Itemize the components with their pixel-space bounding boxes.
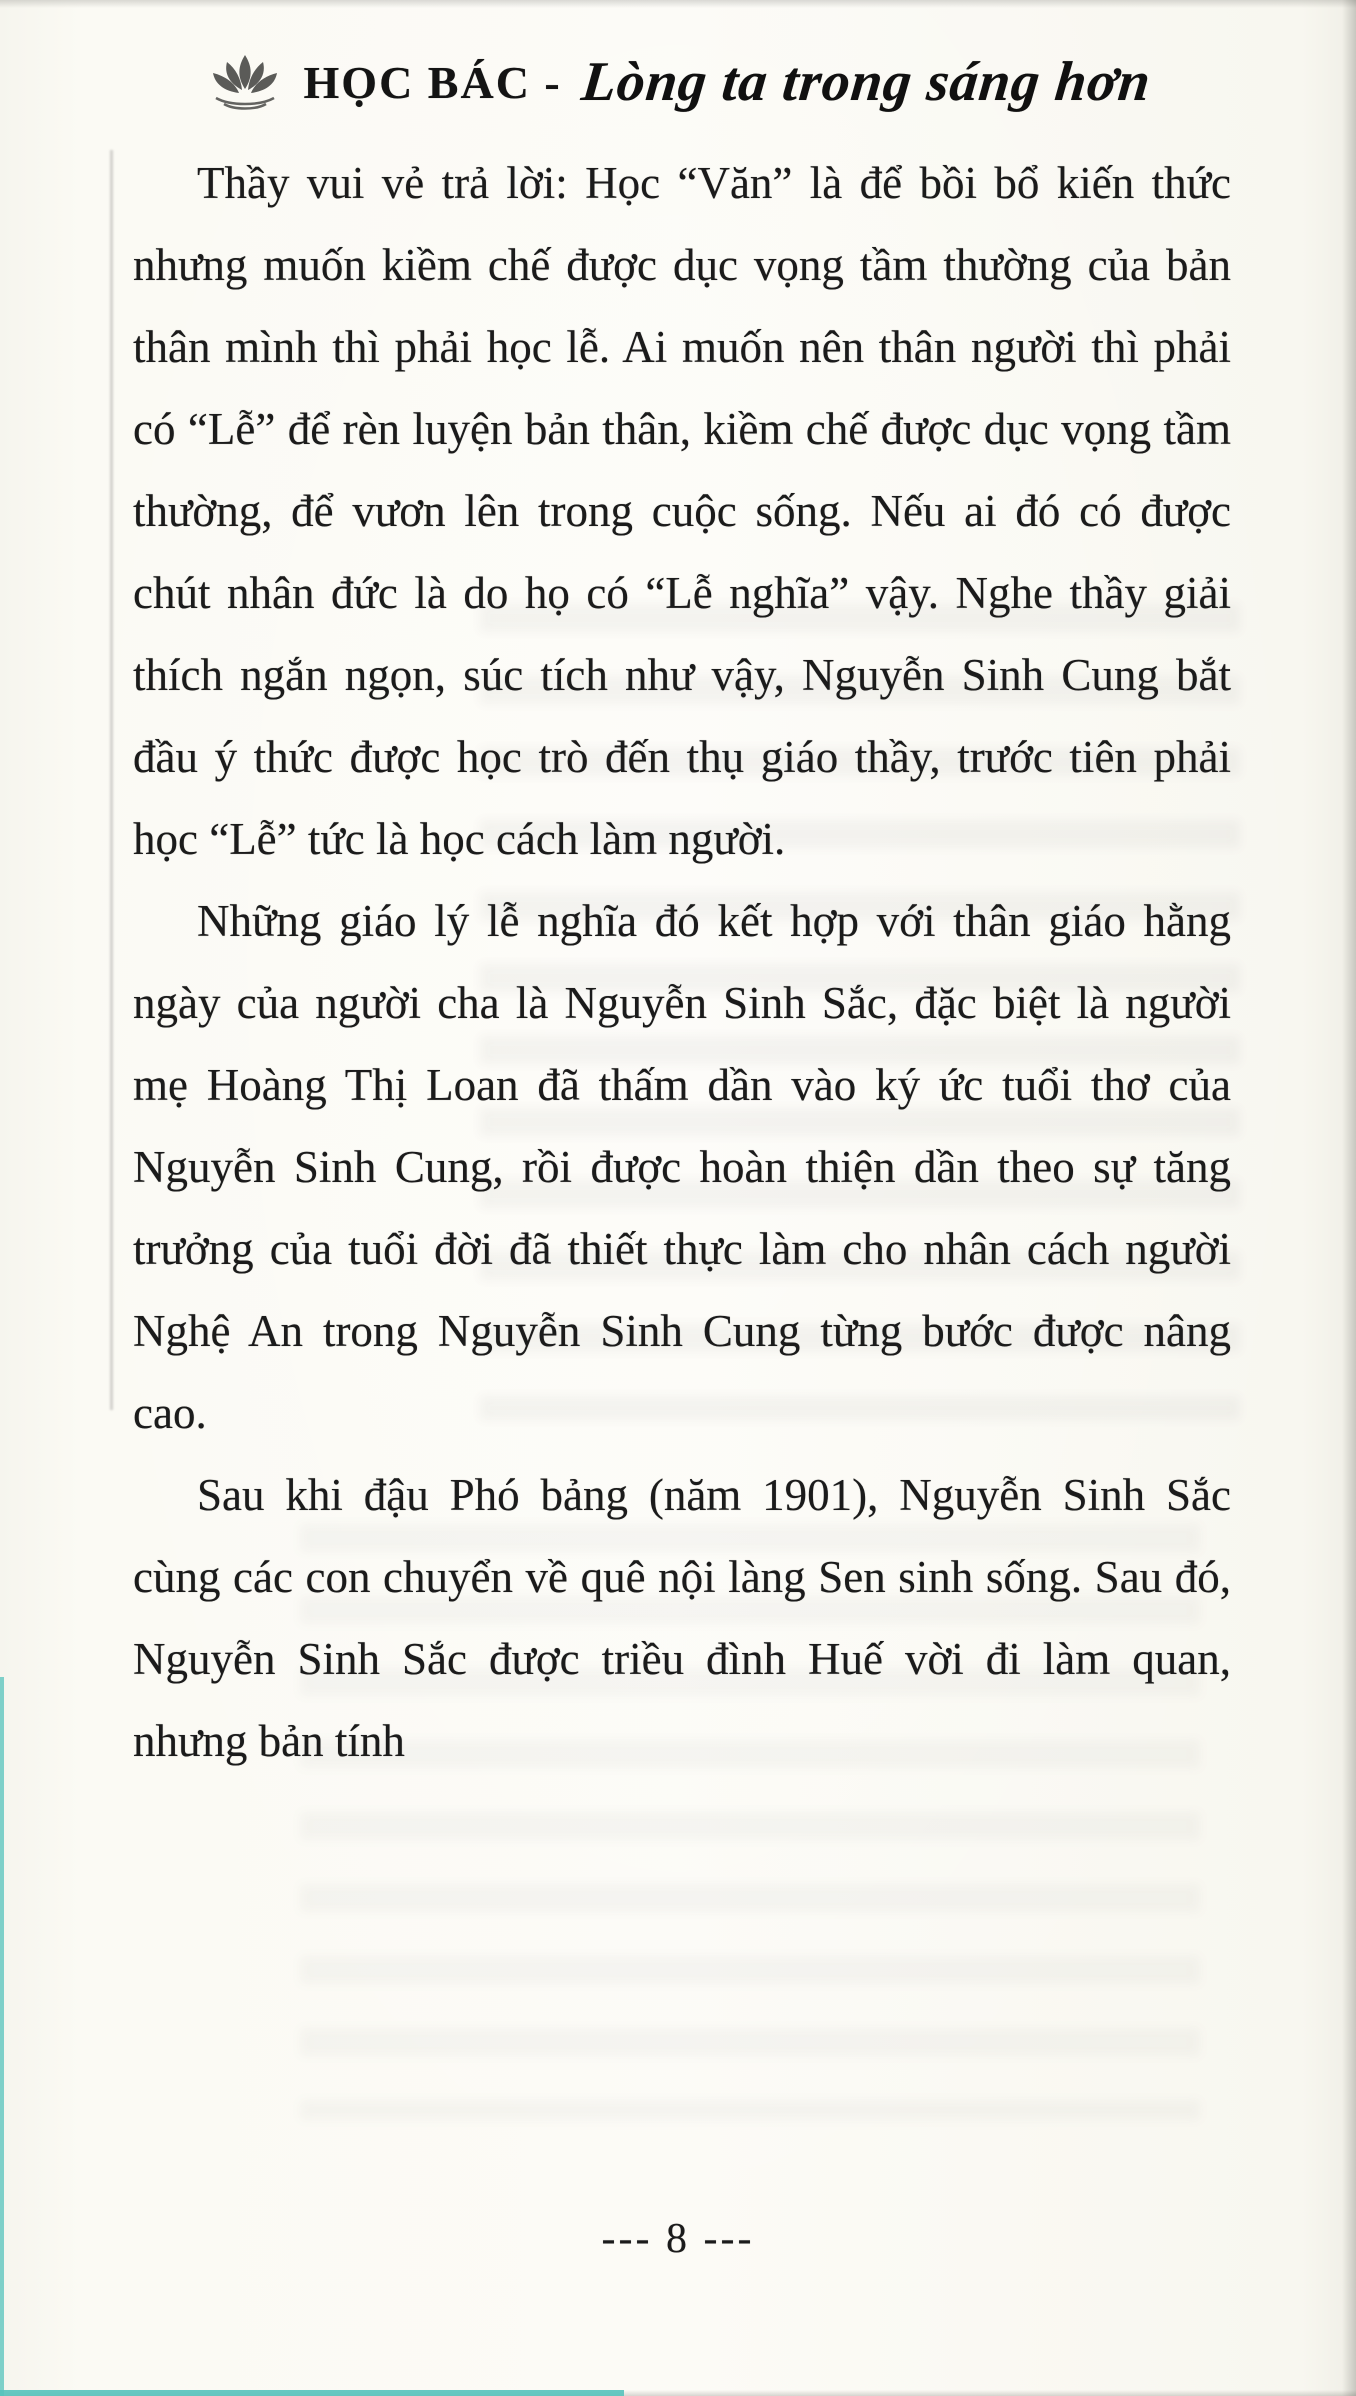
page-edge-shadow [0, 0, 1356, 8]
scan-edge-artifact [0, 2390, 624, 2396]
page-edge-shadow [1342, 0, 1356, 2396]
page-footer [0, 2215, 1356, 2263]
gutter-shadow [110, 150, 113, 1410]
page-body [133, 142, 1231, 1782]
lotus-icon [206, 52, 284, 112]
page-header [0, 50, 1356, 114]
paragraph-3: Sau khi đậu Phó bảng (năm 1901), Nguyễn Sinh Sắc cùng các con chuyển về quê nội làng Sen sinh sống. Sau đó, Nguyễn Sinh Sắc được triều đình Huế vời đi làm quan, nhưng bản tính [133, 1470, 1231, 1766]
scan-edge-artifact [0, 1677, 4, 2396]
page-edge-shadow [0, 2390, 1356, 2396]
header-title-script: Lòng ta trong sáng hơn [578, 51, 1154, 113]
paragraph-2: Những giáo lý lễ nghĩa đó kết hợp với thân giáo hằng ngày của người cha là Nguyễn Sinh Sắc, đặc biệt là người mẹ Hoàng Thị Loan đã thấm dần vào ký ức tuổi thơ của Nguyễn Sinh Cung, rồi được hoàn thiện dần theo sự tăng trưởng của tuổi đời đã thiết thực làm cho nhân cách người Nghệ An trong Nguyễn Sinh Cung từng bước được nâng cao. [133, 896, 1231, 1438]
page-number: --- 8 --- [601, 2216, 755, 2262]
header-title-bold: HỌC BÁC - [303, 56, 562, 108]
paragraph-1: Thầy vui vẻ trả lời: Học “Văn” là để bồi bổ kiến thức nhưng muốn kiềm chế được dục vọng tầm thường của bản thân mình thì phải học lễ. Ai muốn nên thân người thì phải có “Lễ” để rèn luyện bản thân, kiềm chế được dục vọng tầm thường, để vươn lên trong cuộc sống. Nếu ai đó có được chút nhân đức là do họ có “Lễ nghĩa” vậy. Nghe thầy giải thích ngắn ngọn, súc tích như vậy, Nguyễn Sinh Cung bắt đầu ý thức được học trò đến thụ giáo thầy, trước tiên phải học “Lễ” tức là học cách làm người. [133, 158, 1231, 864]
